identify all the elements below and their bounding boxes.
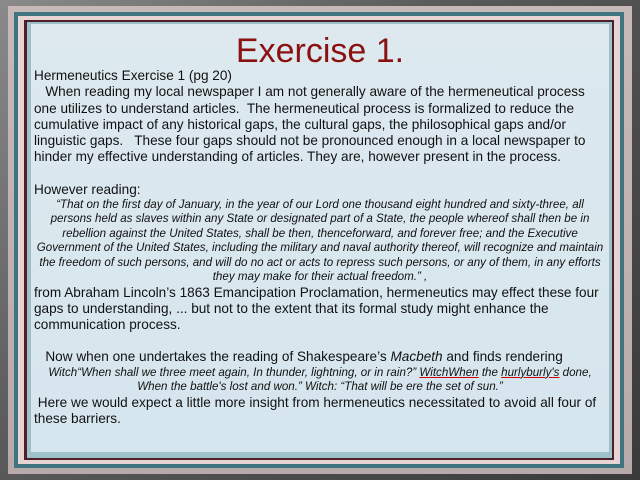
macbeth-title: Macbeth bbox=[390, 349, 443, 365]
spellcheck-word: WitchWhen bbox=[419, 365, 479, 379]
quote-part: Witch“When shall we three meet again, In thunder, lightning, or in rain?” bbox=[48, 365, 420, 379]
exercise-heading: Hermeneutics Exercise 1 (pg 20) bbox=[34, 68, 232, 83]
paragraph-conclusion: Here we would expect a little more insight from hermeneutics necessitated to avoid all four of these barriers. bbox=[34, 394, 600, 426]
emancipation-quote: “That on the first day of January, in the year of our Lord one thousand eight hundred and sixty-three, all persons held as slaves within any State or designated part of a State, the people whereof shall then be in rebellion against the United States, shall be then, thenceforward, and forever free; and the Executive Government of the United States, including the military and naval authority thereof, will recognize and maintain the freedom of such persons, and will do no act or acts to repress such persons, or any of them, in any efforts they may make for their actual freedom.” , bbox=[36, 198, 604, 284]
spellcheck-word: hurlyburly's bbox=[501, 365, 560, 379]
quote-part: the bbox=[478, 365, 502, 379]
macbeth-text-end: and finds rendering bbox=[442, 349, 563, 365]
however-reading-label: However reading: bbox=[34, 181, 141, 197]
macbeth-quote bbox=[34, 366, 606, 395]
slide-body bbox=[34, 68, 606, 427]
spacer bbox=[34, 333, 606, 349]
paragraph-macbeth bbox=[34, 349, 606, 365]
macbeth-text-start: Now when one undertakes the reading of Shakespeare’s bbox=[34, 349, 391, 365]
spacer bbox=[34, 166, 606, 182]
quote-part: done, When the battle's lost and won.” Witch: “That will be ere the set of sun.” bbox=[137, 365, 592, 394]
paragraph-intro: When reading my local newspaper I am not generally aware of the hermeneutical process one utilizes to understand articles. The hermeneutical process is formalized to reduce the cumulative impact of any historical gaps, the cultural gaps, the philosophical gaps and/or linguistic gaps. These four gaps should not be pronounced enough in a local newspaper to hinder my effective understanding of articles. They are, however present in the process. bbox=[34, 84, 590, 165]
slide-content bbox=[31, 24, 609, 452]
slide-title: Exercise 1. bbox=[235, 32, 405, 70]
paragraph-lincoln: from Abraham Lincoln’s 1863 Emancipation Proclamation, hermeneutics may effect these four gaps to understanding, ... but not to the extent that its formal study might enhance the communication process. bbox=[34, 284, 599, 333]
